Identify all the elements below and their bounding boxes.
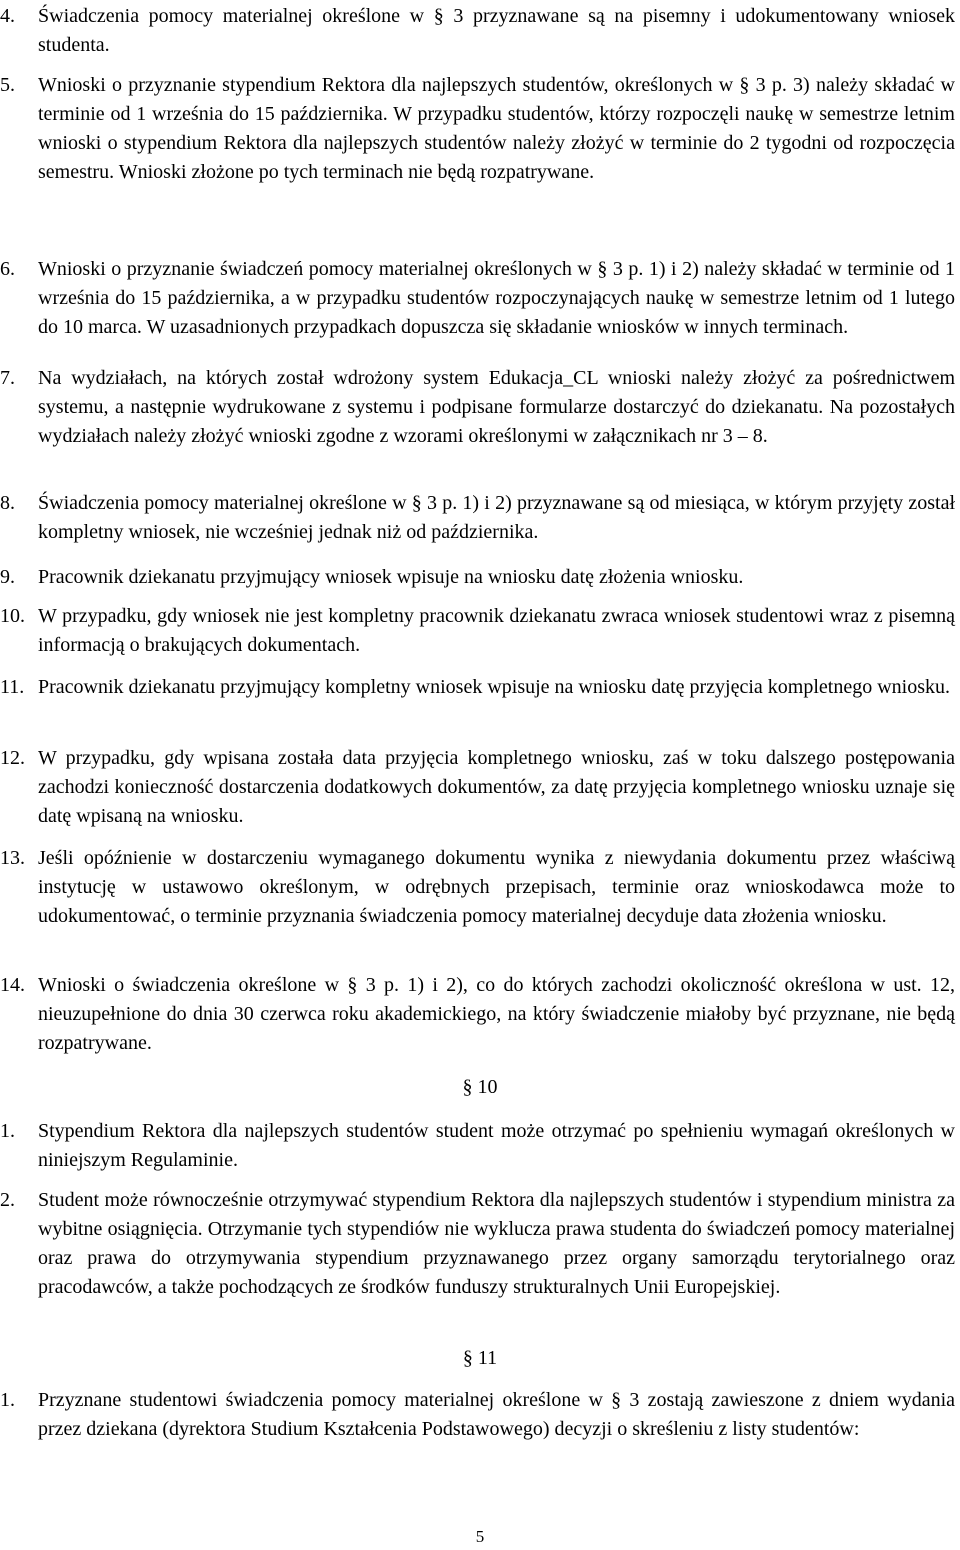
item-number: 1. <box>0 1120 15 1142</box>
section-heading: § 10 <box>462 1076 498 1098</box>
item-number: 5. <box>0 74 15 96</box>
item-text: Przyznane studentowi świadczenia pomocy materialnej określone w § 3 zostają zawieszone z dniem wydania przez dziekana (dyrektora Studium Kształcenia Podstawowego) decyzji o skreśleniu z listy studentów: <box>38 1389 955 1440</box>
item-number: 4. <box>0 5 15 27</box>
item-number: 10. <box>0 605 25 627</box>
item-text: Świadczenia pomocy materialnej określone w § 3 przyznawane są na pisemny i udokumentowany wniosek studenta. <box>38 5 955 56</box>
item-number: 8. <box>0 492 15 514</box>
item-number: 2. <box>0 1189 15 1211</box>
list-item <box>0 602 955 660</box>
item-text: Świadczenia pomocy materialnej określone w § 3 p. 1) i 2) przyznawane są od miesiąca, w którym przyjęty został kompletny wniosek, nie wcześniej jednak niż od października. <box>38 492 955 543</box>
item-text: Student może równocześnie otrzymywać stypendium Rektora dla najlepszych studentów i stypendium ministra za wybitne osiągnięcia. Otrzymanie tych stypendiów nie wyklucza prawa studenta do świadczeń pomocy materialnej oraz prawa do otrzymywania stypendium przyznawanego przez organy samorządu terytorialnego oraz pracodawców, a także pochodzących ze środków funduszy strukturalnych Unii Europejskiej. <box>38 1189 955 1298</box>
list-item <box>0 744 955 831</box>
list-item <box>0 1186 955 1302</box>
item-text: Stypendium Rektora dla najlepszych studentów student może otrzymać po spełnieniu wymagań określonych w niniejszym Regulaminie. <box>38 1120 955 1171</box>
item-number: 9. <box>0 566 15 588</box>
list-item <box>0 255 955 342</box>
item-text: W przypadku, gdy wpisana została data przyjęcia kompletnego wniosku, zaś w toku dalszego postępowania zachodzi konieczność dostarczenia dodatkowych dokumentów, za datę przyjęcia kompletnego wniosku uznaje się datę wpisaną na wniosku. <box>38 747 955 827</box>
list-item <box>0 2 955 60</box>
list-item <box>0 673 955 702</box>
item-text: Pracownik dziekanatu przyjmujący wniosek wpisuje na wniosku datę złożenia wniosku. <box>38 566 744 588</box>
item-text: Na wydziałach, na których został wdrożony system Edukacja_CL wnioski należy złożyć za pośrednictwem systemu, a następnie wydrukowane z systemu i podpisane formularze dostarczyć do dziekanatu. Na pozostałych wydziałach należy złożyć wnioski zgodne z wzorami określonymi w załącznikach nr 3 – 8. <box>38 367 955 447</box>
item-number: 6. <box>0 258 15 280</box>
item-text: Wnioski o przyznanie stypendium Rektora dla najlepszych studentów, określonych w § 3 p. 3) należy składać w terminie od 1 września do 15 października. W przypadku studentów, którzy rozpoczęli naukę w semestrze letnim wnioski o stypendium Rektora dla najlepszych studentów należy złożyć w terminie do 2 tygodni od rozpoczęcia semestru. Wnioski złożone po tych terminach nie będą rozpatrywane. <box>38 74 955 183</box>
list-item <box>0 1386 955 1444</box>
page-number: 5 <box>475 1527 485 1546</box>
list-item <box>0 364 955 451</box>
list-item <box>0 71 955 187</box>
list-item <box>0 844 955 931</box>
item-number: 11. <box>0 676 25 698</box>
section-heading: § 11 <box>462 1347 498 1369</box>
list-item <box>0 1117 955 1175</box>
item-number: 7. <box>0 367 15 389</box>
list-item <box>0 563 955 592</box>
item-number: 13. <box>0 847 25 869</box>
list-item <box>0 489 955 547</box>
item-number: 1. <box>0 1389 15 1411</box>
item-text: Jeśli opóźnienie w dostarczeniu wymaganego dokumentu wynika z niewydania dokumentu przez właściwą instytucję w ustawowo określonym, w odrębnych przepisach, terminie oraz wnioskodawca może to udokumentować, o terminie przyznania świadczenia pomocy materialnej decyduje data złożenia wniosku. <box>38 847 955 927</box>
item-number: 14. <box>0 974 25 996</box>
item-text: Pracownik dziekanatu przyjmujący kompletny wniosek wpisuje na wniosku datę przyjęcia kompletnego wniosku. <box>38 676 951 698</box>
item-text: W przypadku, gdy wniosek nie jest kompletny pracownik dziekanatu zwraca wniosek studentowi wraz z pisemną informacją o brakujących dokumentach. <box>38 605 955 656</box>
item-number: 12. <box>0 747 25 769</box>
item-text: Wnioski o świadczenia określone w § 3 p. 1) i 2), co do których zachodzi okoliczność określona w ust. 12, nieuzupełnione do dnia 30 czerwca roku akademickiego, na który świadczenie miałoby być przyznane, nie będą rozpatrywane. <box>38 974 955 1054</box>
item-text: Wnioski o przyznanie świadczeń pomocy materialnej określonych w § 3 p. 1) i 2) należy składać w terminie od 1 września do 15 października, a w przypadku studentów rozpoczynających naukę w semestrze letnim od 1 lutego do 10 marca. W uzasadnionych przypadkach dopuszcza się składanie wniosków w innych terminach. <box>38 258 955 338</box>
list-item <box>0 971 955 1058</box>
